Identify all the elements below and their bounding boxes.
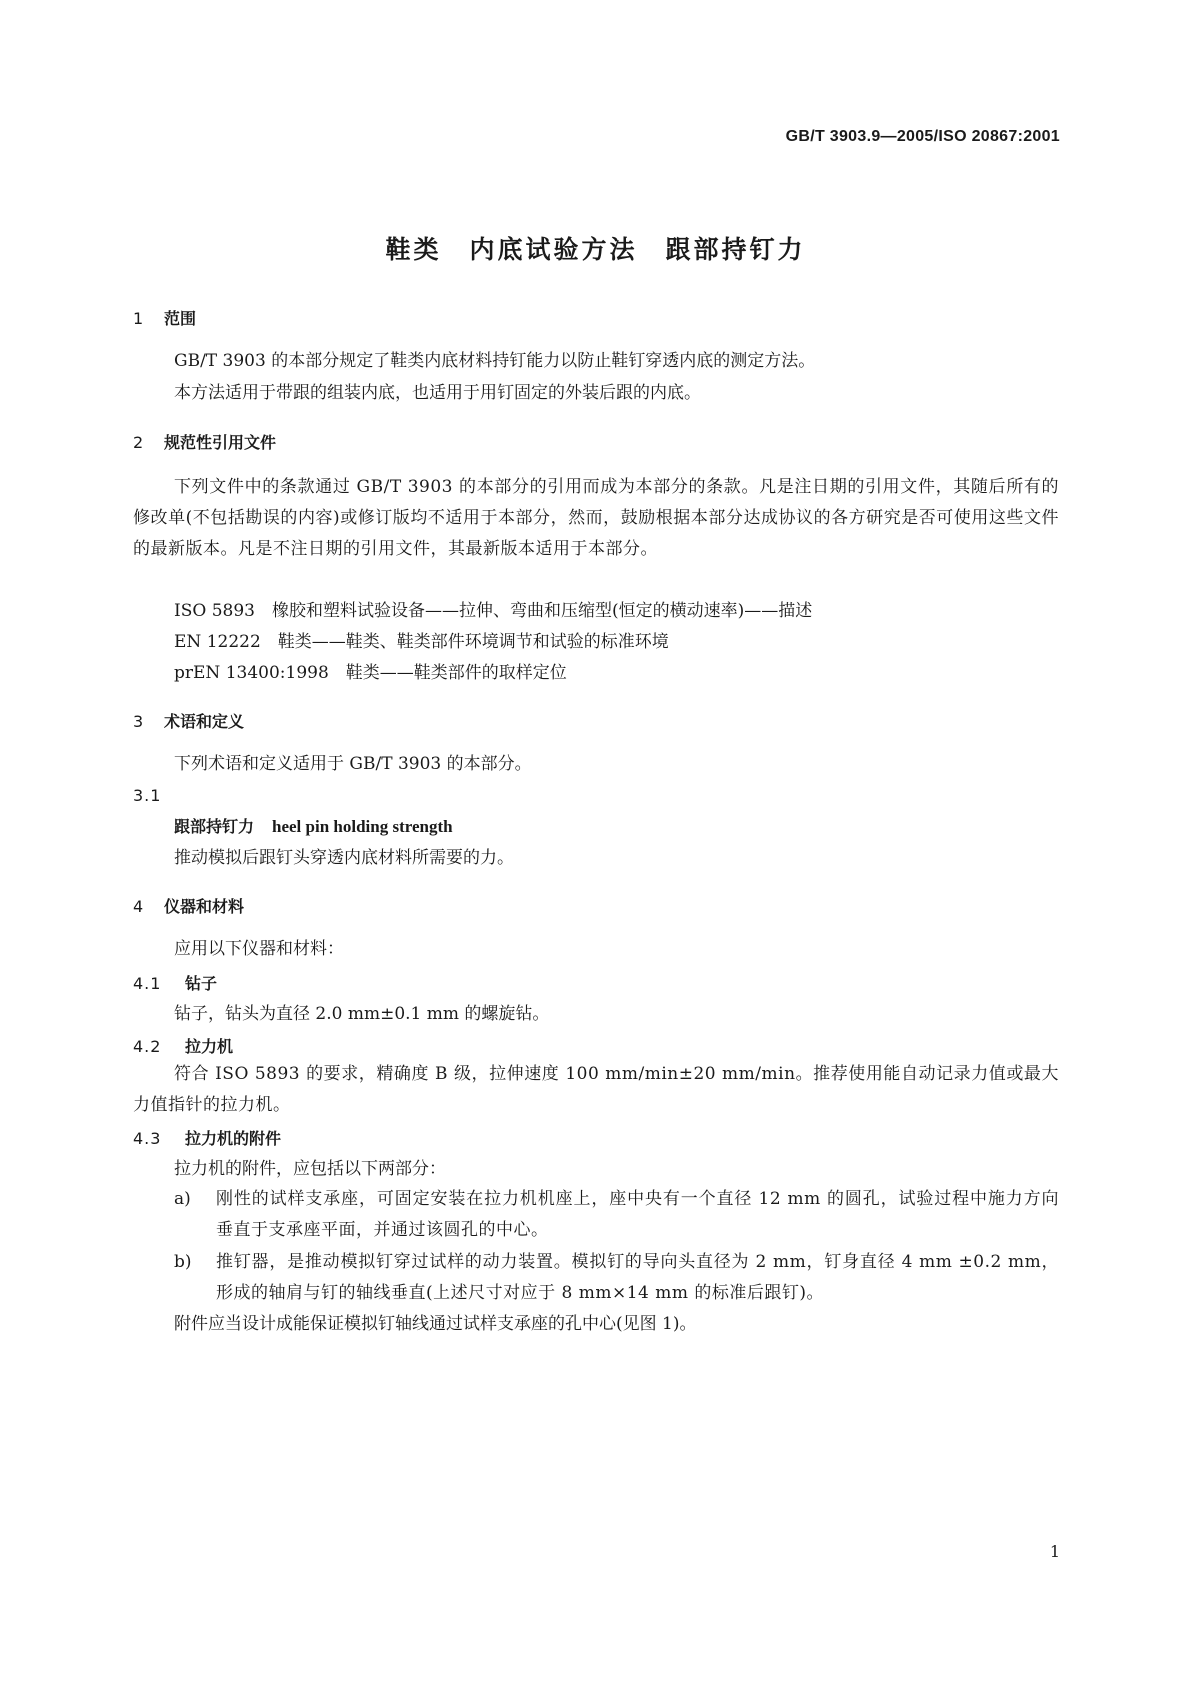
subsection-4-2-text: 符合 ISO 5893 的要求，精确度 B 级，拉伸速度 100 mm/min±20 mm/min。推荐使用能自动记录力值或最大力值指针的拉力机。 (133, 1064, 1059, 1115)
list-marker: b) (174, 1252, 192, 1272)
section-3-paragraph: 下列术语和定义适用于 GB/T 3903 的本部分。 (174, 754, 532, 774)
subsection-4-3-intro: 拉力机的附件，应包括以下两部分： (174, 1159, 446, 1179)
section-4-intro: 应用以下仪器和材料： (174, 939, 344, 959)
reference-item: prEN 13400:1998 鞋类——鞋类部件的取样定位 (174, 663, 567, 683)
subsection-4-1-heading (133, 971, 217, 994)
document-title: 鞋类 内底试验方法 跟部持钉力 (385, 235, 806, 264)
list-marker: a) (174, 1189, 191, 1209)
subsection-title: 拉力机的附件 (185, 1129, 282, 1148)
list-item-text: 推钉器，是推动模拟钉穿过试样的动力装置。模拟钉的导向头直径为 2 mm，钉身直径 4 mm ±0.2 mm，形成的轴肩与钉的轴线垂直(上述尺寸对应于 8 mm×14 mm 的标准后跟钉)。 (216, 1252, 1059, 1303)
section-title: 范围 (164, 309, 197, 328)
list-item (174, 1247, 1059, 1309)
term-english: heel pin holding strength (272, 817, 453, 836)
subsection-4-2-heading (133, 1034, 233, 1057)
term-entry (174, 814, 453, 837)
section-title: 仪器和材料 (164, 897, 245, 916)
section-1-heading (133, 306, 196, 329)
section-3-heading (133, 709, 244, 732)
section-number: 1 (133, 309, 144, 328)
subsection-title: 拉力机 (185, 1037, 234, 1056)
subsection-4-3-outro: 附件应当设计成能保证模拟钉轴线通过试样支承座的孔中心(见图 1)。 (174, 1314, 697, 1334)
list-item-text: 刚性的试样支承座，可固定安装在拉力机机座上，座中央有一个直径 12 mm 的圆孔，试验过程中施力方向垂直于支承座平面，并通过该圆孔的中心。 (216, 1189, 1059, 1240)
term-definition: 推动模拟后跟钉头穿透内底材料所需要的力。 (174, 848, 514, 868)
section-title: 规范性引用文件 (164, 433, 277, 452)
subsection-number: 4.3 (133, 1129, 162, 1148)
term-chinese: 跟部持钉力 (174, 817, 255, 836)
section-2-paragraph: 下列文件中的条款通过 GB/T 3903 的本部分的引用而成为本部分的条款。凡是注日期的引用文件，其随后所有的修改单(不包括勘误的内容)或修订版均不适用于本部分，然而，鼓励根据本部分达成协议的各方研究是否可使用这些文件的最新版本。凡是不注日期的引用文件，其最新版本适用于本部分。 (133, 477, 1059, 559)
subsection-title: 钻子 (185, 974, 218, 993)
section-1-paragraph-2: 本方法适用于带跟的组装内底，也适用于用钉固定的外装后跟的内底。 (174, 383, 701, 403)
section-number: 4 (133, 897, 144, 916)
subsection-4-3-heading (133, 1126, 281, 1149)
page-number: 1 (1049, 1542, 1060, 1561)
standard-code: GB/T 3903.9—2005/ISO 20867:2001 (785, 128, 1060, 145)
subsection-4-1-text: 钻子，钻头为直径 2.0 mm±0.1 mm 的螺旋钻。 (174, 1004, 550, 1024)
section-number: 3 (133, 712, 144, 731)
subsection-number: 4.1 (133, 974, 162, 993)
reference-item: EN 12222 鞋类——鞋类、鞋类部件环境调节和试验的标准环境 (174, 632, 669, 652)
subsection-3-1-number (133, 786, 185, 805)
subsection-number: 4.2 (133, 1037, 162, 1056)
subsection-number: 3.1 (133, 786, 162, 805)
section-title: 术语和定义 (164, 712, 245, 731)
list-item (174, 1184, 1059, 1246)
section-number: 2 (133, 433, 144, 452)
reference-item: ISO 5893 橡胶和塑料试验设备——拉伸、弯曲和压缩型(恒定的横动速率)——描述 (174, 601, 813, 621)
section-4-heading (133, 894, 244, 917)
section-1-paragraph-1: GB/T 3903 的本部分规定了鞋类内底材料持钉能力以防止鞋钉穿透内底的测定方法。 (174, 351, 816, 371)
section-2-heading (133, 430, 276, 453)
